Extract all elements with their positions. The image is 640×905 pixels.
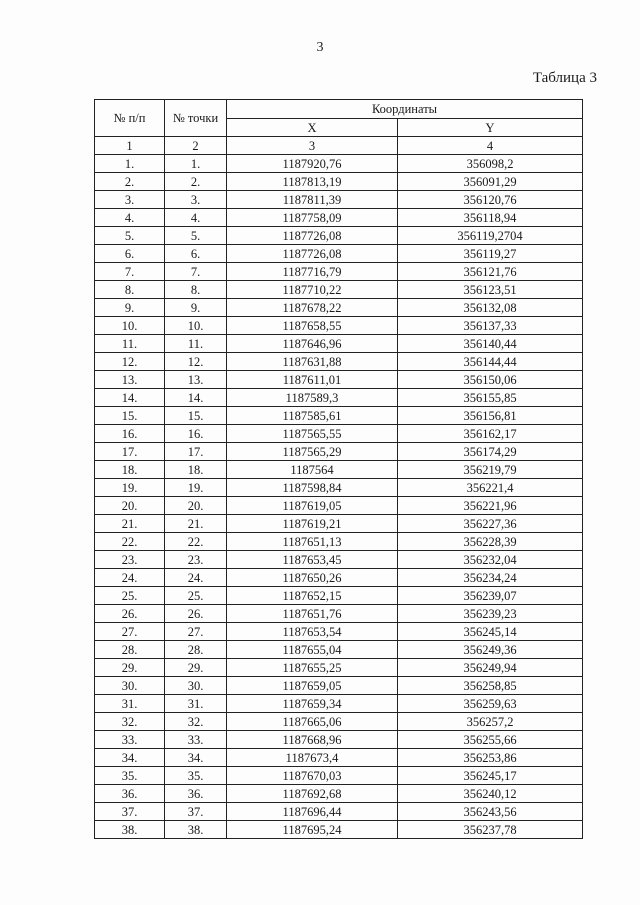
cell-x: 1187598,84 xyxy=(227,479,398,497)
cell-point-number: 2. xyxy=(165,173,227,191)
header-coordinates: Координаты xyxy=(227,100,583,119)
cell-row-number: 14. xyxy=(95,389,165,407)
cell-x: 1187695,24 xyxy=(227,821,398,839)
cell-point-number: 33. xyxy=(165,731,227,749)
table-row xyxy=(95,173,583,191)
cell-x: 1187665,06 xyxy=(227,713,398,731)
cell-x: 1187696,44 xyxy=(227,803,398,821)
cell-y: 356227,36 xyxy=(398,515,583,533)
table-row xyxy=(95,479,583,497)
table-row xyxy=(95,587,583,605)
cell-x: 1187670,03 xyxy=(227,767,398,785)
cell-point-number: 7. xyxy=(165,263,227,281)
cell-point-number: 10. xyxy=(165,317,227,335)
cell-row-number: 36. xyxy=(95,785,165,803)
table-row xyxy=(95,335,583,353)
cell-row-number: 21. xyxy=(95,515,165,533)
cell-y: 356221,4 xyxy=(398,479,583,497)
cell-x: 1187619,21 xyxy=(227,515,398,533)
cell-point-number: 4. xyxy=(165,209,227,227)
table-row xyxy=(95,389,583,407)
cell-point-number: 30. xyxy=(165,677,227,695)
table-row xyxy=(95,803,583,821)
cell-y: 356132,08 xyxy=(398,299,583,317)
cell-point-number: 26. xyxy=(165,605,227,623)
cell-point-number: 31. xyxy=(165,695,227,713)
column-number-3: 3 xyxy=(227,137,398,155)
table-row xyxy=(95,641,583,659)
cell-y: 356239,07 xyxy=(398,587,583,605)
cell-x: 1187811,39 xyxy=(227,191,398,209)
cell-row-number: 31. xyxy=(95,695,165,713)
cell-x: 1187758,09 xyxy=(227,209,398,227)
cell-point-number: 38. xyxy=(165,821,227,839)
cell-point-number: 11. xyxy=(165,335,227,353)
table-row xyxy=(95,551,583,569)
cell-y: 356255,66 xyxy=(398,731,583,749)
cell-point-number: 3. xyxy=(165,191,227,209)
cell-point-number: 14. xyxy=(165,389,227,407)
cell-x: 1187692,68 xyxy=(227,785,398,803)
cell-point-number: 20. xyxy=(165,497,227,515)
header-y: Y xyxy=(398,119,583,137)
cell-point-number: 32. xyxy=(165,713,227,731)
cell-y: 356240,12 xyxy=(398,785,583,803)
cell-row-number: 38. xyxy=(95,821,165,839)
cell-x: 1187726,08 xyxy=(227,227,398,245)
header-x: X xyxy=(227,119,398,137)
table-row xyxy=(95,569,583,587)
column-number-2: 2 xyxy=(165,137,227,155)
cell-x: 1187659,34 xyxy=(227,695,398,713)
table-row xyxy=(95,281,583,299)
table-caption: Таблица 3 xyxy=(532,70,597,86)
cell-x: 1187655,25 xyxy=(227,659,398,677)
cell-point-number: 25. xyxy=(165,587,227,605)
cell-row-number: 12. xyxy=(95,353,165,371)
cell-row-number: 11. xyxy=(95,335,165,353)
table-row xyxy=(95,659,583,677)
cell-x: 1187920,76 xyxy=(227,155,398,173)
cell-point-number: 9. xyxy=(165,299,227,317)
cell-point-number: 1. xyxy=(165,155,227,173)
cell-point-number: 5. xyxy=(165,227,227,245)
table-row xyxy=(95,749,583,767)
cell-x: 1187668,96 xyxy=(227,731,398,749)
header-row-number: № п/п xyxy=(95,100,165,137)
cell-point-number: 35. xyxy=(165,767,227,785)
cell-point-number: 17. xyxy=(165,443,227,461)
cell-x: 1187619,05 xyxy=(227,497,398,515)
cell-row-number: 35. xyxy=(95,767,165,785)
cell-y: 356253,86 xyxy=(398,749,583,767)
cell-point-number: 13. xyxy=(165,371,227,389)
cell-row-number: 19. xyxy=(95,479,165,497)
cell-row-number: 8. xyxy=(95,281,165,299)
table-row xyxy=(95,353,583,371)
cell-row-number: 17. xyxy=(95,443,165,461)
cell-y: 356219,79 xyxy=(398,461,583,479)
cell-row-number: 34. xyxy=(95,749,165,767)
cell-y: 356137,33 xyxy=(398,317,583,335)
cell-y: 356239,23 xyxy=(398,605,583,623)
cell-y: 356140,44 xyxy=(398,335,583,353)
table-row xyxy=(95,605,583,623)
table-row xyxy=(95,263,583,281)
cell-point-number: 28. xyxy=(165,641,227,659)
cell-y: 356257,2 xyxy=(398,713,583,731)
cell-y: 356245,17 xyxy=(398,767,583,785)
cell-row-number: 1. xyxy=(95,155,165,173)
table-row xyxy=(95,767,583,785)
cell-point-number: 8. xyxy=(165,281,227,299)
cell-x: 1187716,79 xyxy=(227,263,398,281)
cell-point-number: 6. xyxy=(165,245,227,263)
table-row xyxy=(95,695,583,713)
cell-row-number: 5. xyxy=(95,227,165,245)
cell-y: 356150,06 xyxy=(398,371,583,389)
table-row xyxy=(95,677,583,695)
cell-row-number: 32. xyxy=(95,713,165,731)
cell-y: 356144,44 xyxy=(398,353,583,371)
cell-point-number: 19. xyxy=(165,479,227,497)
cell-y: 356249,36 xyxy=(398,641,583,659)
cell-y: 356155,85 xyxy=(398,389,583,407)
table-row xyxy=(95,785,583,803)
cell-y: 356228,39 xyxy=(398,533,583,551)
cell-x: 1187653,45 xyxy=(227,551,398,569)
table-row xyxy=(95,299,583,317)
cell-row-number: 18. xyxy=(95,461,165,479)
cell-point-number: 16. xyxy=(165,425,227,443)
column-number-4: 4 xyxy=(398,137,583,155)
cell-x: 1187611,01 xyxy=(227,371,398,389)
cell-row-number: 4. xyxy=(95,209,165,227)
cell-y: 356259,63 xyxy=(398,695,583,713)
cell-row-number: 3. xyxy=(95,191,165,209)
cell-y: 356162,17 xyxy=(398,425,583,443)
cell-x: 1187646,96 xyxy=(227,335,398,353)
cell-row-number: 25. xyxy=(95,587,165,605)
cell-point-number: 36. xyxy=(165,785,227,803)
cell-point-number: 34. xyxy=(165,749,227,767)
cell-point-number: 12. xyxy=(165,353,227,371)
page-number: 3 xyxy=(316,40,324,55)
cell-point-number: 27. xyxy=(165,623,227,641)
cell-row-number: 30. xyxy=(95,677,165,695)
cell-point-number: 21. xyxy=(165,515,227,533)
cell-row-number: 22. xyxy=(95,533,165,551)
cell-y: 356221,96 xyxy=(398,497,583,515)
cell-y: 356098,2 xyxy=(398,155,583,173)
cell-x: 1187655,04 xyxy=(227,641,398,659)
cell-point-number: 37. xyxy=(165,803,227,821)
cell-point-number: 18. xyxy=(165,461,227,479)
cell-y: 356237,78 xyxy=(398,821,583,839)
cell-x: 1187813,19 xyxy=(227,173,398,191)
cell-row-number: 6. xyxy=(95,245,165,263)
cell-row-number: 20. xyxy=(95,497,165,515)
column-number-1: 1 xyxy=(95,137,165,155)
cell-x: 1187651,13 xyxy=(227,533,398,551)
table-row xyxy=(95,245,583,263)
cell-y: 356249,94 xyxy=(398,659,583,677)
cell-y: 356119,27 xyxy=(398,245,583,263)
table-row xyxy=(95,209,583,227)
table-row xyxy=(95,407,583,425)
cell-y: 356232,04 xyxy=(398,551,583,569)
header-point-number: № точки xyxy=(165,100,227,137)
table-row xyxy=(95,461,583,479)
cell-y: 356174,29 xyxy=(398,443,583,461)
cell-row-number: 29. xyxy=(95,659,165,677)
cell-row-number: 37. xyxy=(95,803,165,821)
table-row xyxy=(95,191,583,209)
table-row xyxy=(95,497,583,515)
cell-x: 1187651,76 xyxy=(227,605,398,623)
cell-row-number: 26. xyxy=(95,605,165,623)
cell-row-number: 10. xyxy=(95,317,165,335)
cell-row-number: 2. xyxy=(95,173,165,191)
cell-x: 1187565,55 xyxy=(227,425,398,443)
cell-row-number: 27. xyxy=(95,623,165,641)
cell-row-number: 7. xyxy=(95,263,165,281)
table-row xyxy=(95,155,583,173)
cell-row-number: 13. xyxy=(95,371,165,389)
cell-point-number: 24. xyxy=(165,569,227,587)
table-row xyxy=(95,515,583,533)
cell-y: 356119,2704 xyxy=(398,227,583,245)
cell-x: 1187653,54 xyxy=(227,623,398,641)
cell-point-number: 29. xyxy=(165,659,227,677)
cell-y: 356245,14 xyxy=(398,623,583,641)
cell-row-number: 33. xyxy=(95,731,165,749)
cell-x: 1187658,55 xyxy=(227,317,398,335)
cell-point-number: 22. xyxy=(165,533,227,551)
cell-x: 1187650,26 xyxy=(227,569,398,587)
cell-y: 356258,85 xyxy=(398,677,583,695)
table-row xyxy=(95,371,583,389)
table-row xyxy=(95,821,583,839)
cell-row-number: 9. xyxy=(95,299,165,317)
cell-y: 356243,56 xyxy=(398,803,583,821)
table-row xyxy=(95,713,583,731)
table-row xyxy=(95,317,583,335)
cell-row-number: 23. xyxy=(95,551,165,569)
cell-y: 356120,76 xyxy=(398,191,583,209)
cell-y: 356121,76 xyxy=(398,263,583,281)
cell-y: 356123,51 xyxy=(398,281,583,299)
table-row xyxy=(95,425,583,443)
table-row xyxy=(95,623,583,641)
cell-y: 356091,29 xyxy=(398,173,583,191)
cell-point-number: 23. xyxy=(165,551,227,569)
cell-x: 1187673,4 xyxy=(227,749,398,767)
cell-point-number: 15. xyxy=(165,407,227,425)
table-row xyxy=(95,227,583,245)
cell-x: 1187631,88 xyxy=(227,353,398,371)
table-row xyxy=(95,533,583,551)
cell-x: 1187710,22 xyxy=(227,281,398,299)
table-row xyxy=(95,443,583,461)
cell-x: 1187589,3 xyxy=(227,389,398,407)
cell-row-number: 15. xyxy=(95,407,165,425)
table-body xyxy=(95,155,583,839)
cell-y: 356156,81 xyxy=(398,407,583,425)
cell-x: 1187565,29 xyxy=(227,443,398,461)
cell-y: 356118,94 xyxy=(398,209,583,227)
coordinates-table xyxy=(94,99,583,839)
cell-x: 1187652,15 xyxy=(227,587,398,605)
table-row xyxy=(95,731,583,749)
cell-row-number: 28. xyxy=(95,641,165,659)
cell-row-number: 24. xyxy=(95,569,165,587)
cell-row-number: 16. xyxy=(95,425,165,443)
cell-y: 356234,24 xyxy=(398,569,583,587)
cell-x: 1187659,05 xyxy=(227,677,398,695)
cell-x: 1187585,61 xyxy=(227,407,398,425)
cell-x: 1187726,08 xyxy=(227,245,398,263)
cell-x: 1187564 xyxy=(227,461,398,479)
cell-x: 1187678,22 xyxy=(227,299,398,317)
